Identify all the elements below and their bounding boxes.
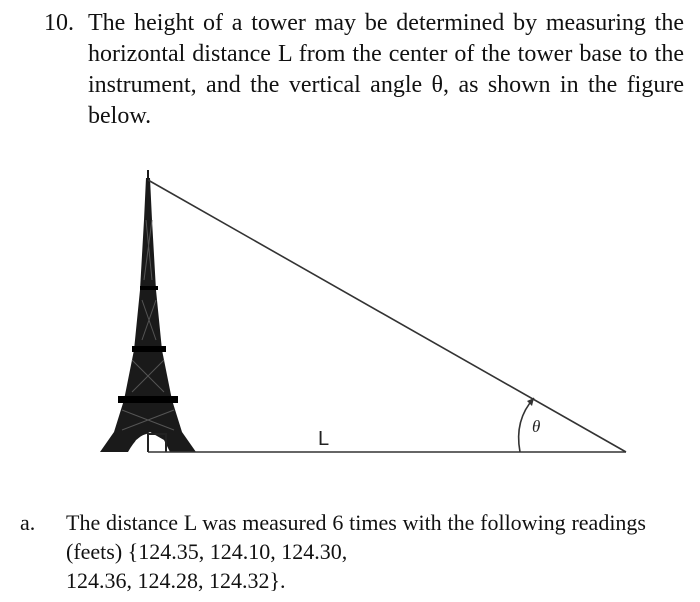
distance-label-L: L	[318, 428, 330, 450]
tower-triangle-figure	[0, 160, 700, 480]
angle-label-theta: θ	[532, 417, 541, 436]
line-of-sight	[148, 180, 626, 452]
tower-drawing	[100, 170, 196, 452]
problem-10	[44, 8, 684, 132]
part-a	[20, 508, 646, 595]
measurement-triangle	[148, 180, 626, 452]
part-a-readings-tail: 124.36, 124.28, 124.32}.	[66, 568, 286, 593]
problem-number: 10.	[44, 10, 74, 36]
part-a-text	[66, 508, 646, 595]
part-a-label: a.	[20, 510, 36, 535]
part-a-statement: The distance L was measured 6 times with the following readings (feets) {124.35, 124.10, 124.30,	[66, 510, 646, 564]
problem-statement: The height of a tower may be determined by measuring the horizontal distance L from the center of the tower base to the instrument, and the vertical angle θ, as shown in the figure below.	[88, 10, 684, 129]
